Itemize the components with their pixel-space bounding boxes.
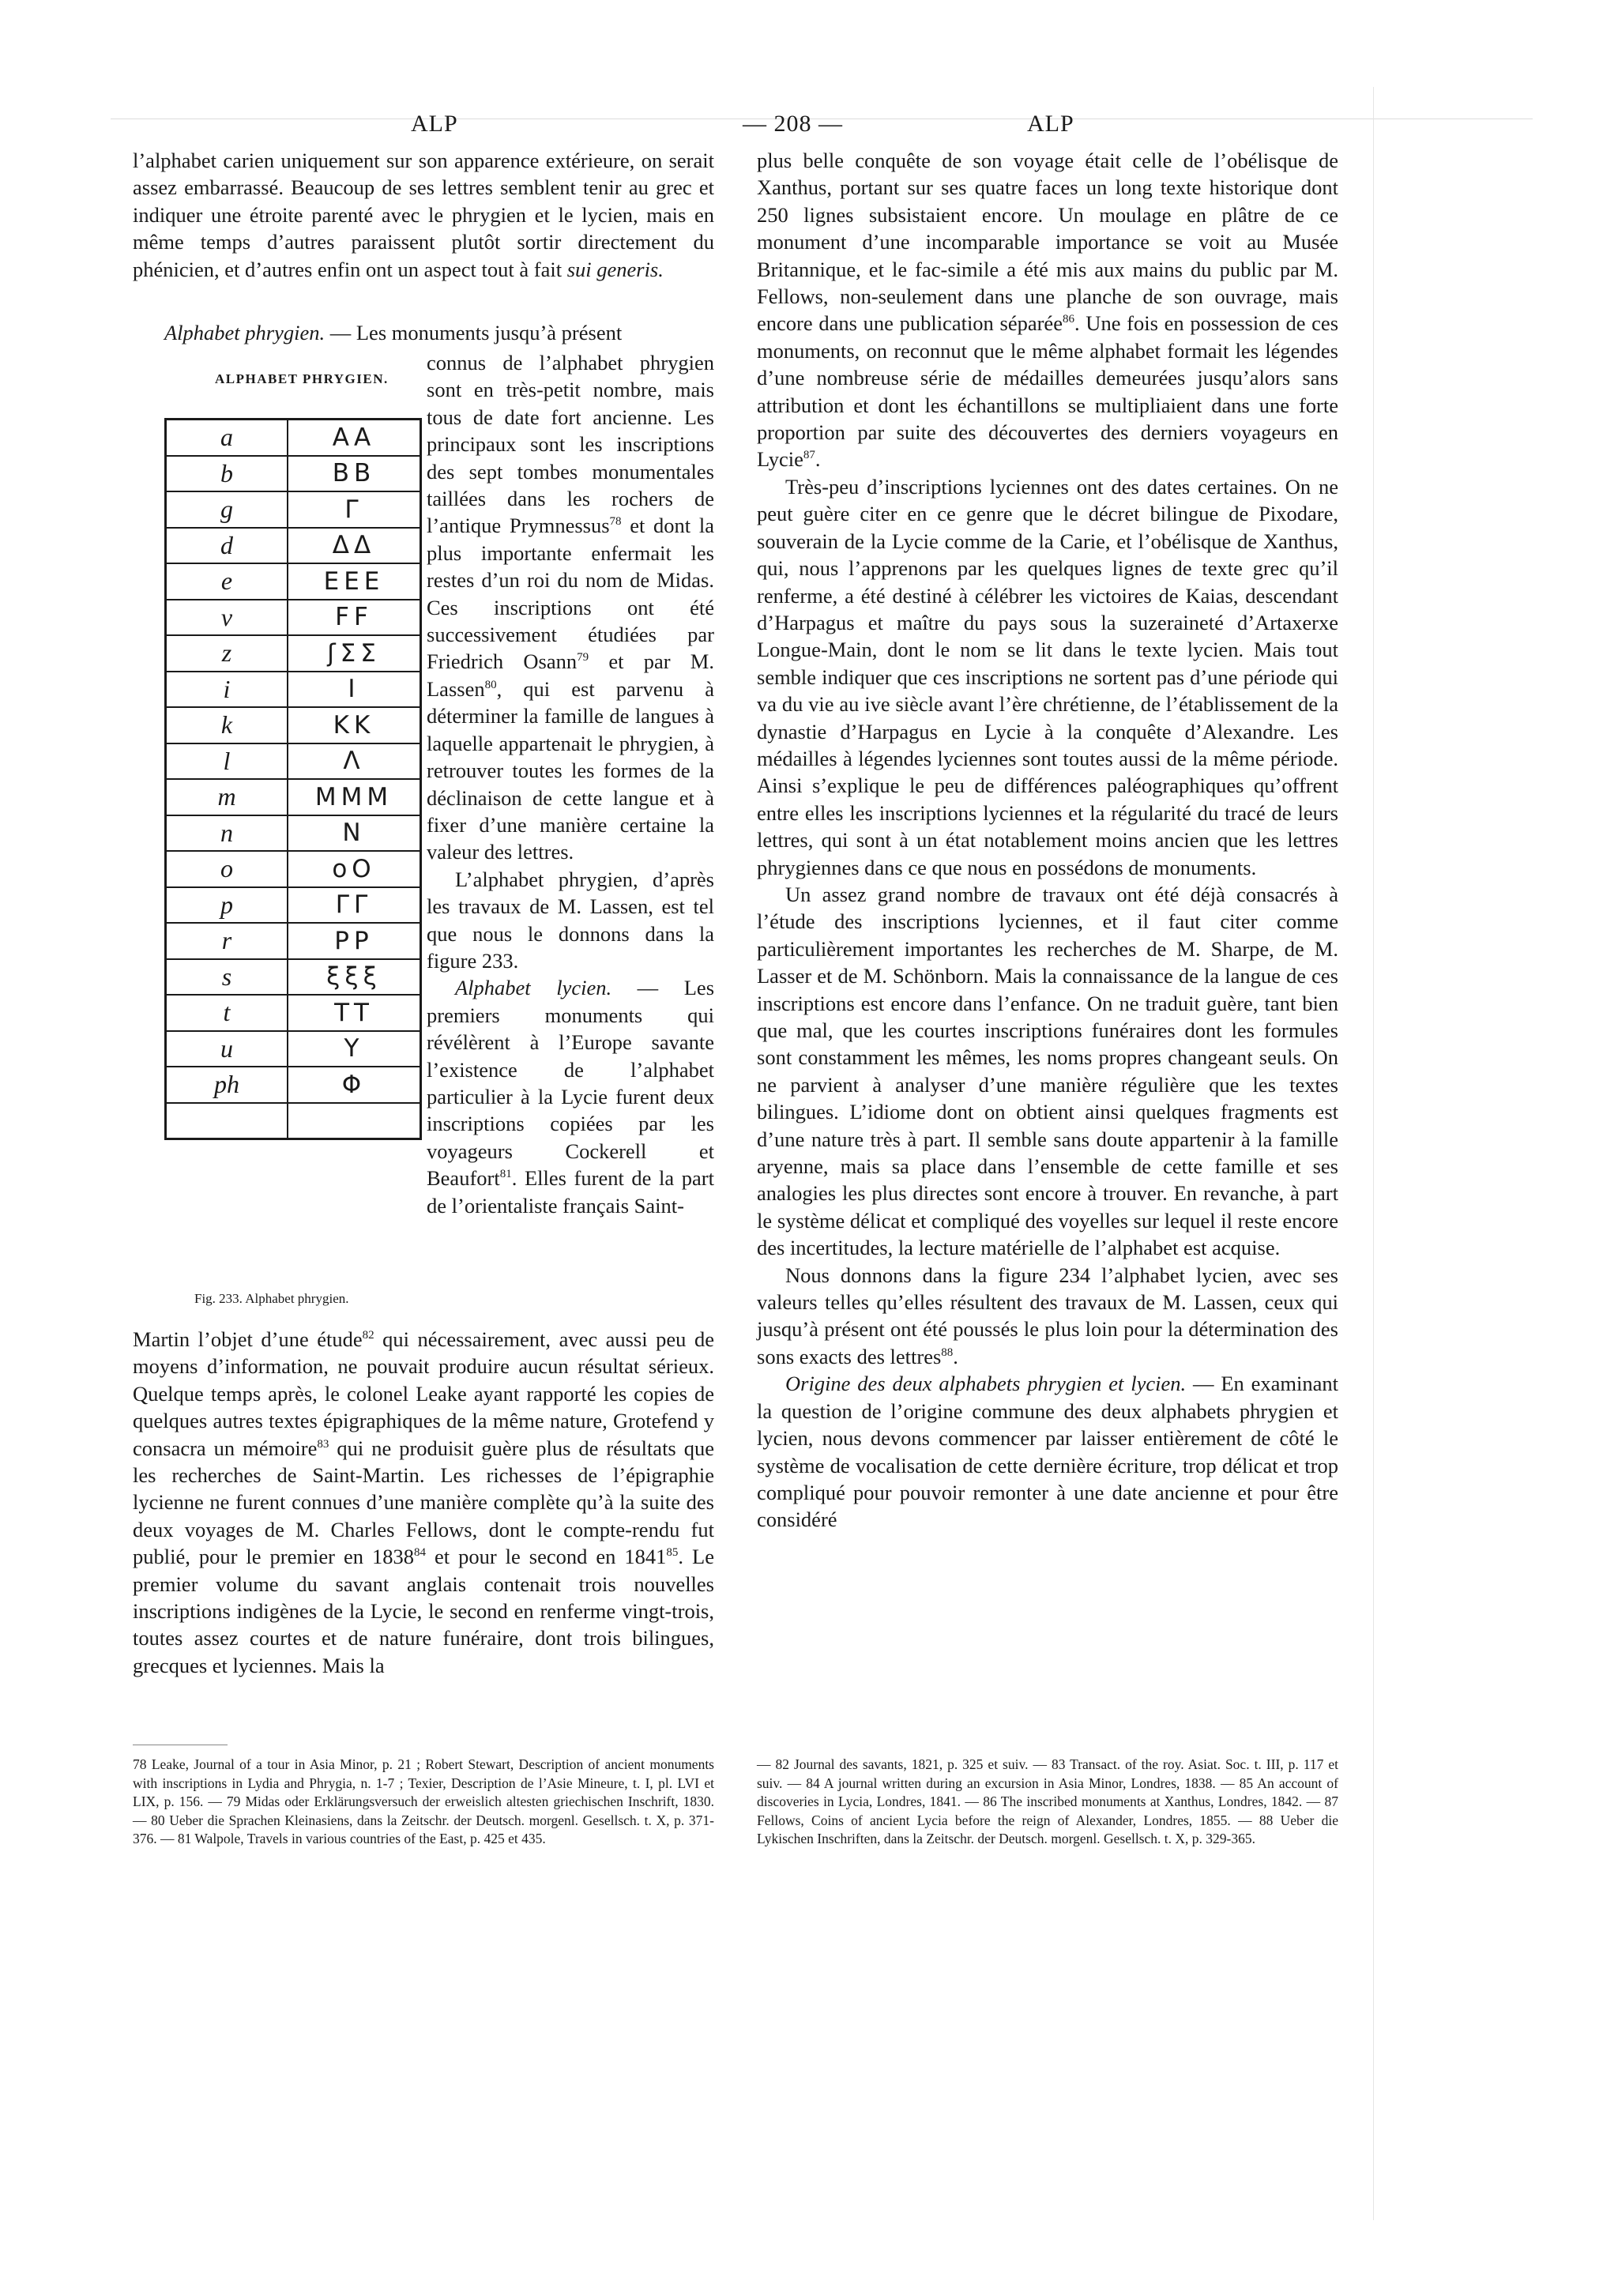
footnote-ref: 83 — [317, 1437, 329, 1451]
letter-glyph: Υ — [288, 1031, 421, 1067]
letter-glyph: ξξξ — [288, 959, 421, 996]
letter-value: ph — [166, 1067, 288, 1103]
left-col-paragraph-1 — [133, 147, 714, 283]
alphabet-row — [166, 743, 421, 780]
letter-glyph: Ν — [288, 815, 421, 852]
figure-caption: Fig. 233. Alphabet phrygien. — [194, 1291, 349, 1306]
letter-glyph: Ι — [288, 672, 421, 708]
letter-glyph: Λ — [288, 743, 421, 780]
letter-value: i — [166, 672, 288, 708]
phrygian-alphabet-table — [164, 418, 422, 1140]
text: . Elles furent de la part de l’orientaliste français Saint- — [427, 1166, 714, 1218]
footnote-ref: 85 — [666, 1546, 679, 1560]
text: qui nécessairement, avec aussi peu de moyens d’information, ne pouvait produire aucun résultat sérieux. Quelque temps après, le colonel Leake ayant rapporté les copies de quelques autres textes épigraphiques de la même nature, Grotefend y consacra un mémoire — [133, 1327, 714, 1460]
section-heading-origin: Origine des deux alphabets phrygien et lycien. — [785, 1372, 1187, 1396]
footnote-ref: 78 — [609, 515, 622, 529]
alphabet-row — [166, 959, 421, 996]
text: Nous donnons dans la figure 234 l’alphabet lycien, avec ses valeurs telles qu’elles résultent des travaux de M. Lassen, ceux qui jusqu’à présent ont été poussés le plus loin pour la détermination des sons exacts des lettres — [757, 1263, 1338, 1368]
letter-glyph: Φ — [288, 1067, 421, 1103]
alphabet-row — [166, 707, 421, 743]
letter-value: v — [166, 600, 288, 636]
footnote-ref: 84 — [413, 1546, 426, 1560]
text: et pour le second en 1841 — [425, 1545, 667, 1569]
letter-value: e — [166, 563, 288, 600]
alphabet-row — [166, 635, 421, 672]
phrygian-heading-line — [164, 319, 714, 346]
letter-value: n — [166, 815, 288, 852]
text: . Une fois en possession de ces monuments, on reconnut que le même alphabet formait les légendes d’une nombreuse série de médailles demeurées jusqu’alors sans attribution et dont les échantillons se multipliaient dans une forte proportion par suite des découvertes des derniers voyageurs en Lycie — [757, 311, 1339, 472]
footnote-ref: 81 — [499, 1168, 512, 1181]
text: L’alphabet phrygien, d’après les travaux de M. Lassen, est tel que nous le donnons dans la figure 233. — [427, 867, 714, 973]
footnote-ref: 86 — [1062, 313, 1074, 326]
letter-glyph: ΚΚ — [288, 707, 421, 743]
letter-glyph: ʃΣΣ — [288, 635, 421, 672]
letter-value: t — [166, 995, 288, 1031]
alphabet-row — [166, 563, 421, 600]
letter-glyph: FF — [288, 600, 421, 636]
text: Martin l’objet d’une étude — [133, 1327, 363, 1351]
footnote-ref: 82 — [362, 1329, 374, 1342]
footnote-ref: 79 — [577, 651, 589, 664]
text-italic: sui generis. — [566, 257, 664, 281]
letter-glyph — [288, 1103, 421, 1139]
text: . — [953, 1344, 958, 1368]
text: plus belle conquête de son voyage était celle de l’obélisque de Xanthus, portant sur ses quatre faces un long texte historique dont 250 lignes subsistaient encore. Un moulage en plâtre de ce monument d’une incomparable importance se voit au Musée Britannique, et le fac-simile a été mis aux mains du public par M. Fellows, non-seulement dans une planche de son ouvrage, mais encore dans une publication séparée — [757, 149, 1338, 336]
letter-glyph: οΟ — [288, 851, 421, 887]
alphabet-row — [166, 1067, 421, 1103]
letter-value: b — [166, 456, 288, 492]
alphabet-row — [166, 1103, 421, 1139]
section-heading-lycian: Alphabet lycien. — [455, 976, 612, 1000]
running-head-right: ALP — [1027, 111, 1074, 137]
alphabet-row — [166, 923, 421, 959]
letter-value: s — [166, 959, 288, 996]
text: et par M. Lassen — [427, 649, 714, 701]
text: connus de l’alphabet phrygien sont en très-petit nombre, mais tous de date fort ancienne. Les principaux sont les inscriptions des sept tombes monumentales taillées dans les rochers de l’antique Prymnessus — [427, 351, 714, 538]
footnote-ref: 88 — [941, 1346, 954, 1360]
section-heading-phrygian: Alphabet phrygien. — [164, 321, 325, 344]
footnote-ref: 87 — [803, 449, 815, 462]
letter-value: m — [166, 779, 288, 815]
paragraph: Très-peu d’inscriptions lyciennes ont des dates certaines. On ne peut guère citer en ce genre que le décret bilingue de Pixodare, souverain de la Lycie comme de la Carie, et l’obélisque de Xanthus, qui, nous l’apprenons par les quelques lignes de texte grec qu’il renferme, a été destiné à célébrer les victoires de Kaias, descendant d’Harpagus et maître du pays sous la suzeraineté d’Artaxerxe Longue-Main, dont le nom se lit dans le texte lycien. Mais tout semble indiquer que ces inscriptions ne sortent pas d’une période qui va du vie au ive siècle avant l’ère chrétienne, de l’établissement de la dynastie d’Harpagus en Lycie à la conquête d’Alexandre. Les médailles à légendes lyciennes sont toutes aussi de la même période. Ainsi s’explique le peu de différences paléographiques qu’offrent entre elles les inscriptions lyciennes et la régularité du tracé de leurs lettres, qui sont à un état notablement moins ancien que les lettres phrygiennes dans ce que nous en possédons de monuments. — [757, 474, 1338, 879]
letter-glyph: ΔΔ — [288, 528, 421, 564]
text: — Les monuments jusqu’à présent — [325, 321, 623, 344]
alphabet-row — [166, 815, 421, 852]
alphabet-row — [166, 456, 421, 492]
text: . Le premier volume du savant anglais contenait trois nouvelles inscriptions indigènes de la Lycie, le second en renferme vingt-trois, toutes assez courtes et de nature funéraire, dont trois bilingues, grecques et lyciennes. Mais la — [133, 1545, 714, 1677]
page-edge-rule — [1373, 87, 1374, 2220]
alphabet-row — [166, 491, 421, 528]
alphabet-row — [166, 779, 421, 815]
alphabet-row — [166, 528, 421, 564]
text: et dont la plus importante enfermait les restes d’un roi du nom de Midas. Ces inscriptions ont été successivement étudiées par Friedrich Osann — [427, 514, 714, 674]
alphabet-row — [166, 995, 421, 1031]
letter-glyph: ΤΤ — [288, 995, 421, 1031]
letter-glyph: Γ — [288, 491, 421, 528]
alphabet-row — [166, 672, 421, 708]
letter-value: r — [166, 923, 288, 959]
letter-value: o — [166, 851, 288, 887]
letter-glyph: ΓΓ — [288, 887, 421, 924]
page-number: — 208 — — [743, 111, 843, 137]
text: . — [815, 447, 821, 472]
letter-value — [166, 1103, 288, 1139]
alphabet-row — [166, 1031, 421, 1067]
paragraph: Un assez grand nombre de travaux ont été déjà consacrés à l’étude des inscriptions lyciennes, et il faut citer comme particulièrement importantes les recherches de M. Sharpe, de M. Lasser et de M. Schönborn. Mais la connaissance de la langue de ces inscriptions est encore dans l’enfance. On ne traduit guère, tant bien que mal, que les courtes inscriptions funéraires dont les formules sont constamment les mêmes, les noms propres changeant seuls. On ne parvient à analyser d’une manière régulière que les textes bilingues. L’idiome dont on obtient ainsi quelques fragments est d’une nature très à part. Il semble sans doute appartenir à la famille aryenne, mais sa place dans l’ensemble de cette famille et ses analogies les plus directes sont encore à trouver. En revanche, à part le système délicat et compliqué des voyelles sur lequel il reste encore des incertitudes, la lecture matérielle de l’alphabet est acquise. — [757, 882, 1338, 1260]
alphabet-row — [166, 420, 421, 456]
text: qui ne produisit guère plus de résultats que les recherches de Saint-Martin. Les richesses de l’épigraphie lycienne ne furent connues d’une manière complète qu’à la suite des deux voyages de M. Charles Fellows, dont le compte-rendu fut publié, pour le premier en 1838 — [133, 1436, 714, 1569]
letter-value: u — [166, 1031, 288, 1067]
text: l’alphabet carien uniquement sur son apparence extérieure, on serait assez embarrassé. Beaucoup de ses lettres semblent tenir au grec et indiquer une étroite parenté avec le phrygien et le lycien, mais en même temps d’autres paraissent plutôt sortir directement du phénicien, et d’autres enfin ont un aspect tout à fait — [133, 149, 714, 281]
footnote-ref: 80 — [484, 679, 497, 692]
text: , qui est parvenu à déterminer la famille de langues à laquelle appartenait le phrygien, à retrouver toutes les formes de la déclinaison de cette langue et à fixer d’une manière certaine la valeur des lettres. — [427, 676, 714, 864]
alphabet-row — [166, 600, 421, 636]
letter-glyph: ΑΑ — [288, 420, 421, 456]
footnotes-right: — 82 Journal des savants, 1821, p. 325 et suiv. — 83 Transact. of the roy. Asiat. Soc. t. III, p. 117 et suiv. — 84 A journal written during an excursion in Asia Minor, Londres, 1838. — 85 An account of discoveries in Lycia, Londres, 1841. — 86 The inscribed monuments at Xanthus, Londres, 1842. — 87 Fellows, Coins of ancient Lycia before the reign of Alexander, Londres, 1855. — 88 Ueber die Lykischen Inschriften, dans la Zeitschr. der Deutsch. morgenl. Gesellsch. t. X, p. 329-365. — [757, 1756, 1338, 1846]
letter-value: d — [166, 528, 288, 564]
letter-glyph: ΡΡ — [288, 923, 421, 959]
running-head-left: ALP — [411, 111, 458, 137]
letter-glyph: ΕΕΕ — [288, 563, 421, 600]
letter-value: z — [166, 635, 288, 672]
right-column-text — [757, 147, 1338, 1534]
alphabet-row — [166, 851, 421, 887]
alphabet-row — [166, 887, 421, 924]
letter-value: k — [166, 707, 288, 743]
left-col-bottom-text — [133, 1326, 714, 1679]
letter-value: g — [166, 491, 288, 528]
figure-title: ALPHABET PHRYGIEN. — [215, 371, 389, 386]
text: — Les premiers monuments qui révélèrent à l’Europe savante l’existence de l’alphabet particulier à la Lycie furent deux inscriptions copiées par les voyageurs Cockerell et Beaufort — [427, 976, 715, 1191]
letter-glyph: ΒΒ — [288, 456, 421, 492]
footnotes-left: 78 Leake, Journal of a tour in Asia Minor, p. 21 ; Robert Stewart, Description of ancient monuments with inscriptions in Lydia and Phrygia, n. 1-7 ; Texier, Description de l’Asie Mineure, t. I, pl. LVI et LIX, p. 156. — 79 Midas oder Erklärungsversuch der erweislich altesten griechischen Inschrift, 1830. — 80 Ueber die Sprachen Kleinasiens, dans la Zeitschr. der Deutsch. morgenl. Gesellsch. t. X, p. 371-376. — 81 Walpole, Travels in various countries of the East, p. 425 et 435. — [133, 1756, 714, 1846]
left-col-side-text — [427, 349, 714, 1219]
text: — En examinant la question de l’origine commune des deux alphabets phrygien et lycien, nous devons commencer par laisser entièrement de côté le système de vocalisation de cette dernière écriture, trop délicat et trop compliqué pour pouvoir remonter à une date ancienne et pour être considéré — [757, 1372, 1338, 1532]
letter-value: l — [166, 743, 288, 780]
letter-value: a — [166, 420, 288, 456]
letter-value: p — [166, 887, 288, 924]
letter-glyph: ΜΜΜ — [288, 779, 421, 815]
